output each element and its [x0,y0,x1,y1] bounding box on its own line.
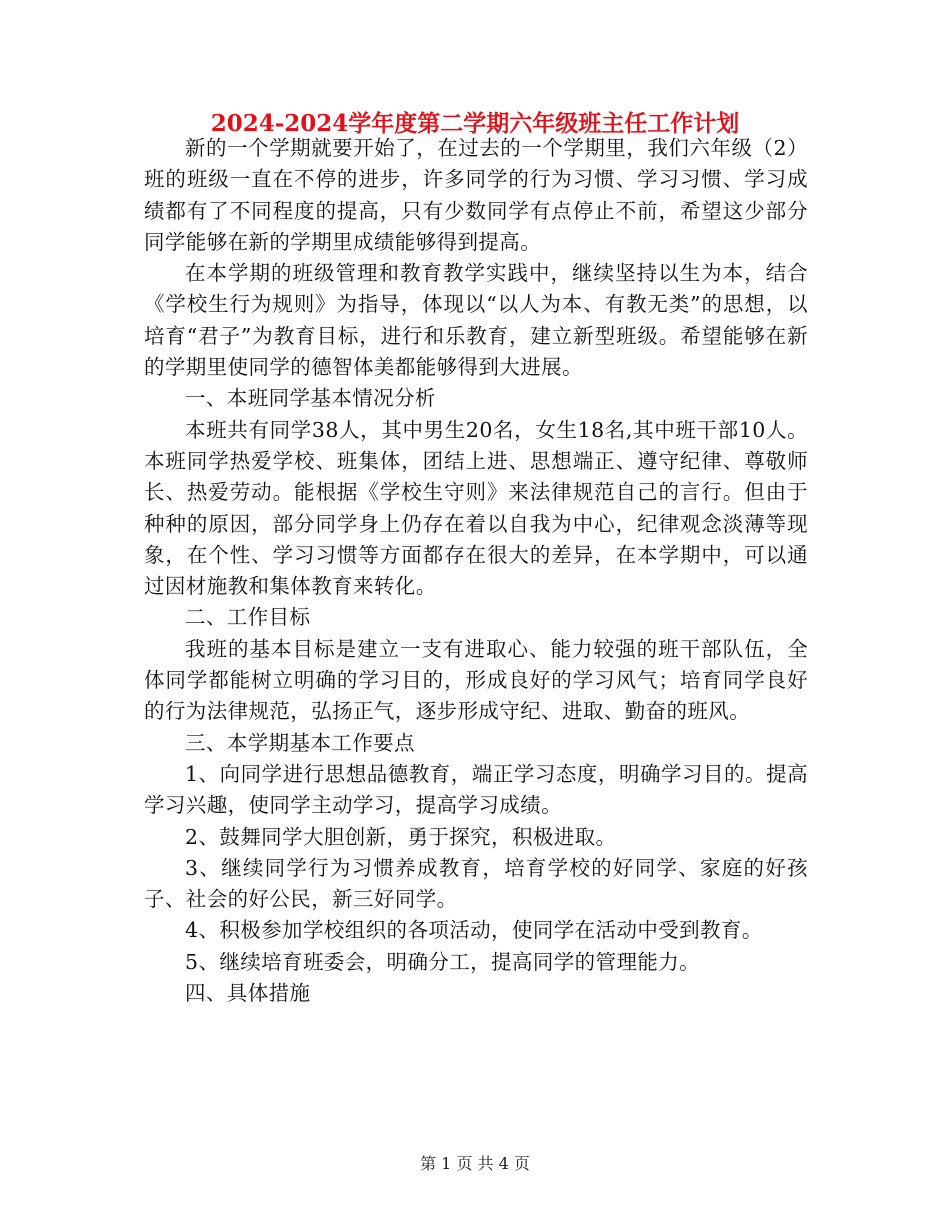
list-item-key-point-1: 1、向同学进行思想品德教育，端正学习态度，明确学习目的。提高学习兴趣，使同学主动学习，提高学习成绩。 [144,761,808,818]
section-heading-measures: 四、具体措施 [185,981,311,1006]
section-heading-key-points: 三、本学期基本工作要点 [185,730,415,755]
document-body [144,133,808,1009]
section-heading-work-goals: 二、工作目标 [185,605,311,630]
list-item-key-point-5: 5、继续培育班委会，明确分工，提高同学的管理能力。 [185,949,701,974]
list-item-key-point-3: 3、继续同学行为习惯养成教育，培育学校的好同学、家庭的好孩子、社会的好公民，新三好同学。 [144,855,808,912]
paragraph-management: 在本学期的班级管理和教育教学实践中，继续坚持以生为本，结合《学校生行为规则》为指导，体现以“以人为本、有教无类”的思想，以培育“君子”为教育目标，进行和乐教育，建立新型班级。希望能够在新的学期里使同学的德智体美都能够得到大进展。 [144,261,808,380]
list-item-key-point-2: 2、鼓舞同学大胆创新，勇于探究，积极进取。 [185,824,617,849]
page-number-footer: 第 1 页 共 4 页 [420,1154,530,1173]
document-title: 2024-2024学年度第二学期六年级班主任工作计划 [210,110,740,137]
list-item-key-point-4: 4、积极参加学校组织的各项活动，使同学在活动中受到教育。 [185,918,763,943]
paragraph-intro: 新的一个学期就要开始了，在过去的一个学期里，我们六年级（2）班的班级一直在不停的进步，许多同学的行为习惯、学习习惯、学习成绩都有了不同程度的提高，只有少数同学有点停止不前，希望这少部分同学能够在新的学期里成绩能够得到提高。 [144,136,808,254]
section-heading-class-analysis: 一、本班同学基本情况分析 [185,386,436,411]
paragraph-class-analysis: 本班共有同学38人，其中男生20名，女生18名,其中班干部10人。本班同学热爱学校、班集体，团结上进、思想端正、遵守纪律、尊敬师长、热爱劳动。能根据《学校生守则》来法律规范自己的言行。但由于种种的原因，部分同学身上仍存在着以自我为中心，纪律观念淡薄等现象，在个性、学习习惯等方面都存在很大的差异，在本学期中，可以通过因材施教和集体教育来转化。 [144,417,808,599]
paragraph-work-goals: 我班的基本目标是建立一支有进取心、能力较强的班干部队伍，全体同学都能树立明确的学习目的，形成良好的学习风气；培育同学良好的行为法律规范，弘扬正气，逐步形成守纪、进取、勤奋的班风。 [144,636,808,724]
